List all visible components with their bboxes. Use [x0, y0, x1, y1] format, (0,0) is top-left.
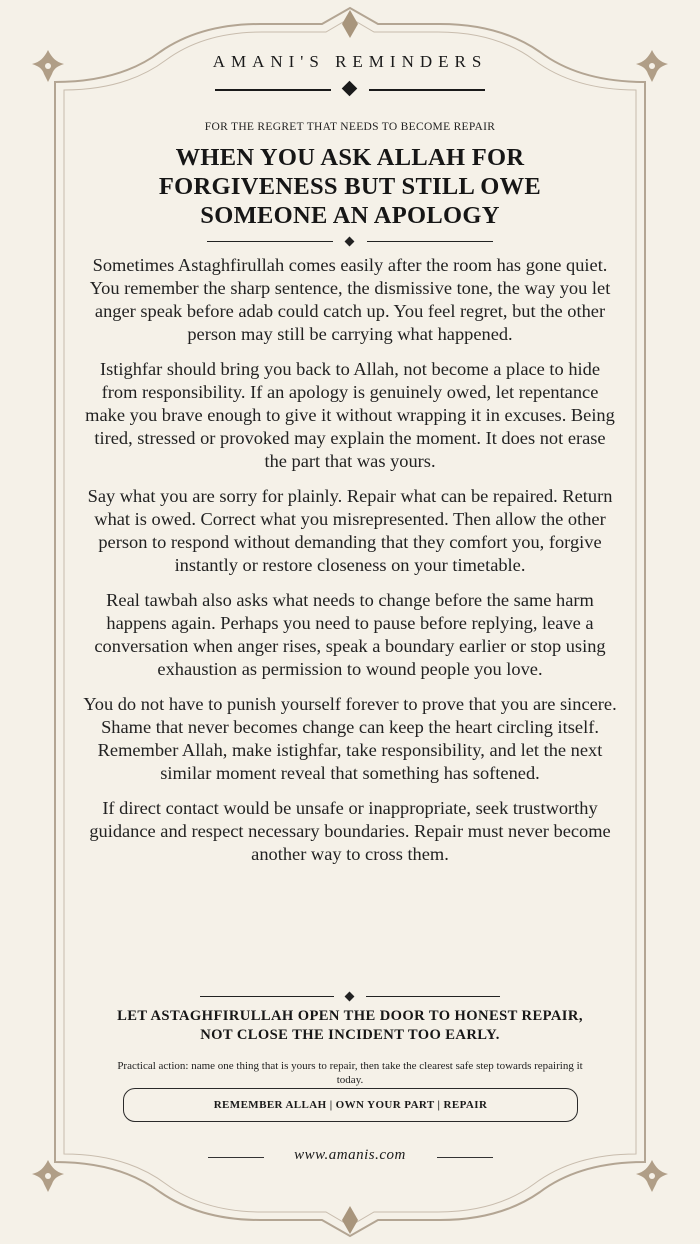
divider-line	[369, 89, 485, 91]
paragraph: If direct contact would be unsafe or inappropriate, seek trustworthy guidance and respect necessary boundaries. Repair must never become another way to cross them.	[89, 798, 611, 864]
divider-line	[366, 996, 500, 997]
divider-line	[215, 89, 331, 91]
diamond-icon	[345, 237, 355, 247]
practical-action: Practical action: name one thing that is yours to repair, then take the clearest safe step towards repairing it today.	[117, 1060, 583, 1086]
title-divider	[207, 237, 493, 247]
footer-divider-line	[437, 1157, 493, 1158]
paragraph: Say what you are sorry for plainly. Repair what can be repaired. Return what is owed. Correct what you misrepresented. Then allow the other person to respond without demanding that they comfort you, forgive instantly or restore closeness on your timetable.	[87, 486, 613, 575]
divider-line	[367, 241, 493, 242]
summary-pill: REMEMBER ALLAH | OWN YOUR PART | REPAIR	[123, 1088, 578, 1122]
paragraph: You do not have to punish yourself forever to prove that you are sincere. Shame that never becomes change can keep the heart circling itself. Remember Allah, make istighfar, take responsibility, and let the next similar moment reveal that something has softened.	[83, 694, 617, 783]
page-title: WHEN YOU ASK ALLAH FOR FORGIVENESS BUT STILL OWE SOMEONE AN APOLOGY	[158, 144, 542, 229]
closing-statement: LET ASTAGHFIRULLAH OPEN THE DOOR TO HONEST REPAIR, NOT CLOSE THE INCIDENT TOO EARLY.	[117, 1008, 583, 1043]
closing-divider	[200, 992, 500, 1002]
website-link[interactable]: www.amanis.com	[294, 1147, 406, 1163]
kicker-text: FOR THE REGRET THAT NEEDS TO BECOME REPAIR	[204, 121, 496, 133]
brand-name: AMANI'S REMINDERS	[212, 52, 488, 71]
diamond-icon	[342, 81, 358, 97]
diamond-icon	[345, 992, 355, 1002]
paragraph: Real tawbah also asks what needs to change before the same harm happens again. Perhaps you need to pause before replying, leave a conversation when anger rises, speak a boundary earlier or stop using exhaustion as permission to wound people you love.	[94, 590, 606, 679]
brand-divider	[215, 82, 485, 98]
paragraph: Sometimes Astaghfirullah comes easily after the room has gone quiet. You remember the sharp sentence, the dismissive tone, the way you let anger speak before adab could catch up. You feel regret, but the other person may still be carrying what happened.	[89, 255, 611, 344]
paragraph: Istighfar should bring you back to Allah, not become a place to hide from responsibility. If an apology is genuinely owed, let repentance make you brave enough to give it without wrapping it in excuses. Being tired, stressed or provoked may explain the moment. It does not erase the part that was yours.	[85, 359, 615, 471]
divider-line	[207, 241, 333, 242]
divider-line	[200, 996, 334, 997]
body-text	[82, 254, 618, 878]
